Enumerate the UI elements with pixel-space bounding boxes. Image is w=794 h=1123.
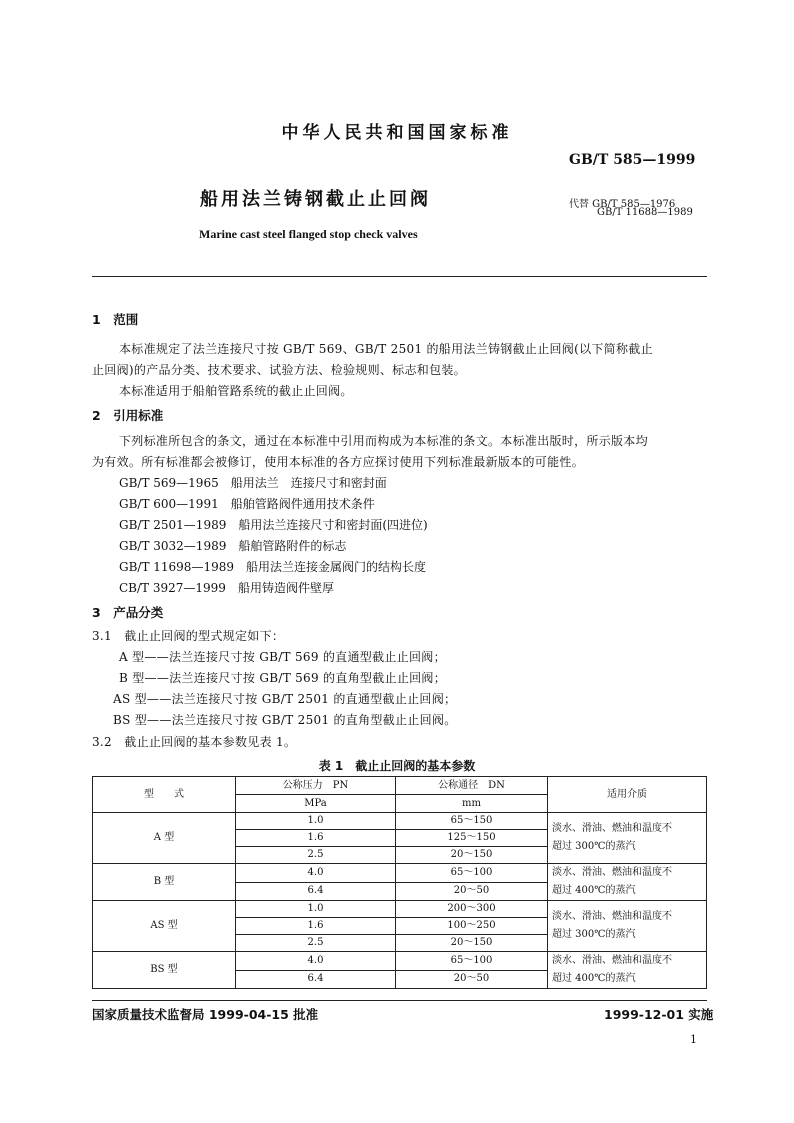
pn-cell: 4.0 (236, 952, 396, 971)
page-number: 1 (690, 1033, 697, 1046)
type-definition: A 型——法兰连接尺寸按 GB/T 569 的直通型截止止回阀； (119, 650, 446, 664)
reference-item: GB/T 3032—1989 船舶管路附件的标志 (119, 539, 347, 553)
medium-line: 淡水、滑油、燃油和温度不 (552, 911, 672, 922)
medium-line: 超过 400℃的蒸汽 (552, 973, 636, 984)
type-definition: B 型——法兰连接尺寸按 GB/T 569 的直角型截止止回阀； (119, 671, 447, 685)
medium-line: 超过 300℃的蒸汽 (552, 841, 636, 852)
dn-cell: 20～50 (396, 970, 548, 989)
header-pn: 公称压力 PN (236, 777, 396, 795)
header-type: 型 式 (93, 777, 236, 813)
medium-cell-400 (548, 864, 707, 901)
dn-cell: 65～150 (396, 813, 548, 830)
medium-line: 超过 300℃的蒸汽 (552, 929, 636, 940)
header-dn: 公称通径 DN (396, 777, 548, 795)
table-row (93, 864, 707, 883)
dn-cell: 65～100 (396, 952, 548, 971)
type-cell-a: A 型 (93, 813, 236, 864)
dn-cell: 125～150 (396, 830, 548, 847)
document-title-cn: 船用法兰铸钢截止止回阀 (200, 189, 431, 210)
section-2-heading: 2 引用标准 (92, 408, 164, 423)
pn-cell: 1.6 (236, 918, 396, 935)
type-cell-as: AS 型 (93, 901, 236, 952)
clause-3-2: 3.2 截止止回阀的基本参数见表 1。 (92, 735, 297, 749)
table-row (93, 901, 707, 918)
medium-cell-400 (548, 952, 707, 989)
replaces-line-2: GB/T 11688—1989 (597, 207, 693, 218)
pn-cell: 6.4 (236, 970, 396, 989)
pn-cell: 4.0 (236, 864, 396, 883)
reference-item: GB/T 600—1991 船舶管路阀件通用技术条件 (119, 497, 375, 511)
pn-cell: 1.6 (236, 830, 396, 847)
section-1-para-1-line-2: 止回阀)的产品分类、技术要求、试验方法、检验规则、标志和包装。 (92, 363, 466, 377)
medium-line: 淡水、滑油、燃油和温度不 (552, 867, 672, 878)
clause-3-1: 3.1 截止止回阀的型式规定如下： (92, 629, 285, 643)
table-caption: 表 1 截止止回阀的基本参数 (318, 759, 476, 773)
dn-cell: 65～100 (396, 864, 548, 883)
reference-item: GB/T 569—1965 船用法兰 连接尺寸和密封面 (119, 476, 387, 490)
medium-line: 淡水、滑油、燃油和温度不 (552, 955, 672, 966)
section-2-para-line-1: 下列标准所包含的条文，通过在本标准中引用而构成为本标准的条文。本标准出版时，所示版本均 (119, 434, 648, 448)
dn-cell: 100～250 (396, 918, 548, 935)
document-title-en: Marine cast steel flanged stop check valves (199, 227, 418, 241)
type-cell-bs: BS 型 (93, 952, 236, 989)
footer-divider (92, 1000, 707, 1001)
table-row (93, 952, 707, 971)
medium-line: 淡水、滑油、燃油和温度不 (552, 823, 672, 834)
pn-cell: 2.5 (236, 847, 396, 864)
header-pn-unit: MPa (236, 795, 396, 813)
effective-date: 1999-12-01 实施 (604, 1007, 714, 1022)
type-definition: AS 型——法兰连接尺寸按 GB/T 2501 的直通型截止止回阀； (113, 692, 457, 706)
dn-cell: 20～150 (396, 847, 548, 864)
dn-cell: 20～50 (396, 882, 548, 901)
table-row (93, 813, 707, 830)
pn-cell: 6.4 (236, 882, 396, 901)
type-cell-b: B 型 (93, 864, 236, 901)
pn-cell: 1.0 (236, 901, 396, 918)
medium-cell-300 (548, 813, 707, 864)
medium-cell-300 (548, 901, 707, 952)
section-1-para-2: 本标准适用于船舶管路系统的截止止回阀。 (119, 384, 353, 398)
header-dn-unit: mm (396, 795, 548, 813)
parameters-table (92, 776, 707, 989)
issuing-body-title: 中华人民共和国国家标准 (281, 123, 513, 143)
header-medium: 适用介质 (548, 777, 707, 813)
standard-number: GB/T 585—1999 (569, 152, 696, 168)
section-1-heading: 1 范围 (92, 312, 139, 327)
reference-item: GB/T 11698—1989 船用法兰连接金属阀门的结构长度 (119, 560, 426, 574)
type-definition: BS 型——法兰连接尺寸按 GB/T 2501 的直角型截止止回阀。 (113, 713, 457, 727)
pn-cell: 2.5 (236, 935, 396, 952)
table-header-row (93, 777, 707, 795)
dn-cell: 20～150 (396, 935, 548, 952)
section-3-heading: 3 产品分类 (92, 605, 164, 620)
approval-statement: 国家质量技术监督局 1999-04-15 批准 (92, 1007, 319, 1022)
reference-item: GB/T 2501—1989 船用法兰连接尺寸和密封面(四进位) (119, 518, 428, 532)
reference-item: CB/T 3927—1999 船用铸造阀件壁厚 (119, 581, 334, 595)
section-2-para-line-2: 为有效。所有标准都会被修订，使用本标准的各方应探讨使用下列标准最新版本的可能性。 (92, 455, 585, 469)
pn-cell: 1.0 (236, 813, 396, 830)
medium-line: 超过 400℃的蒸汽 (552, 885, 636, 896)
section-1-para-1-line-1: 本标准规定了法兰连接尺寸按 GB/T 569、GB/T 2501 的船用法兰铸钢截止止回阀(以下简称截止 (119, 342, 653, 356)
header-divider (92, 276, 707, 277)
replaces-line-1: 代替 GB/T 585—1976 (569, 199, 676, 210)
dn-cell: 200～300 (396, 901, 548, 918)
